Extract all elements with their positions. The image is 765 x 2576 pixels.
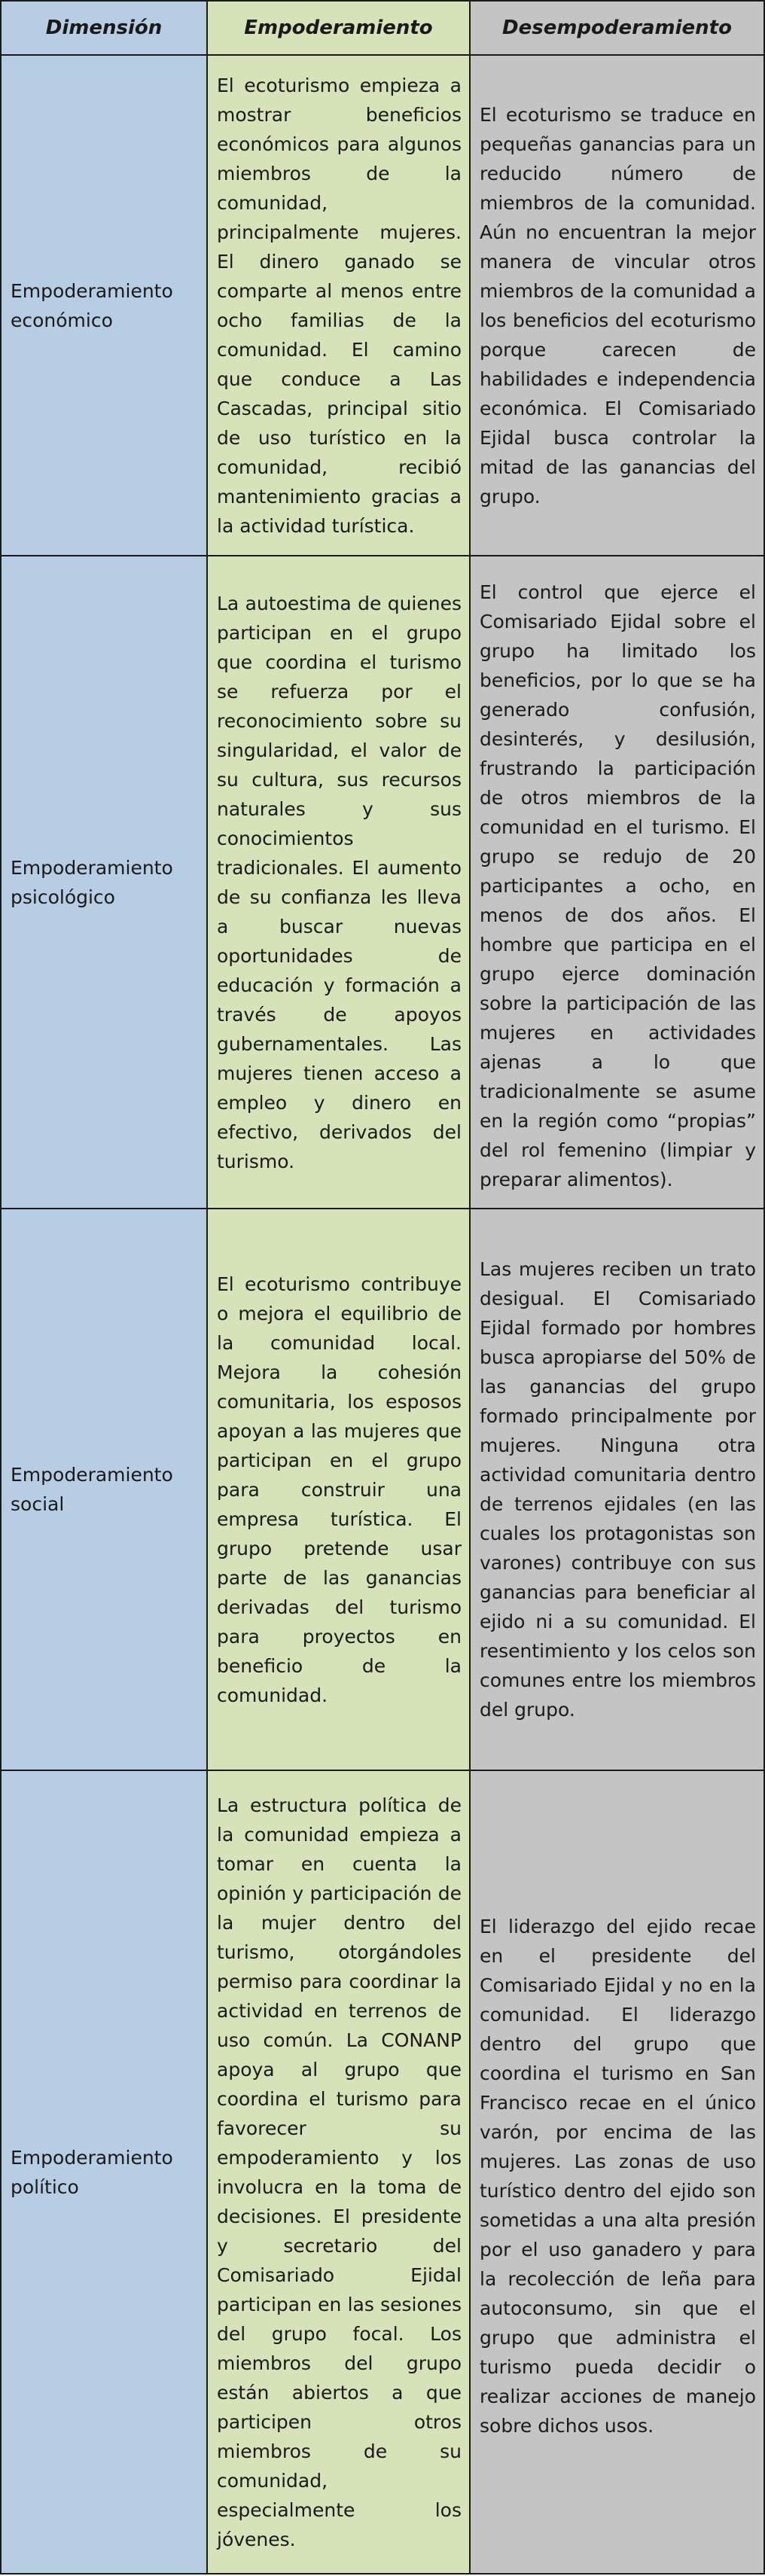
empowerment-cell: El ecoturismo empieza a mostrar beneficios económicos para algunos miembros de la comunidad, principalmente mujeres. El dinero ganado se comparte al menos entre ocho familias de la comunidad. El camino que conduce a Las Cascadas, principal sitio de uso turístico en la comunidad, recibió mantenimiento gracias a la actividad turística. (207, 55, 470, 556)
dimension-cell: Empoderamiento económico (1, 55, 207, 556)
empowerment-cell: El ecoturismo contribuye o mejora el equilibrio de la comunidad local. Mejora la cohesión comunitaria, los esposos apoyan a las mujeres que participan en el grupo para construir una empresa turística. El grupo pretende usar parte de las ganancias derivadas del turismo para proyectos en beneficio de la comunidad. (207, 1209, 470, 1770)
dimension-cell: Empoderamiento psicológico (1, 556, 207, 1209)
table-row (1, 55, 764, 556)
disempowerment-cell: El control que ejerce el Comisariado Ejidal sobre el grupo ha limitado los beneficios, por lo que se ha generado confusión, desinterés, y desilusión, frustrando la participación de otros miembros de la comunidad en el turismo. El grupo se redujo de 20 participantes a ocho, en menos de dos años. El hombre que participa en el grupo ejerce dominación sobre la participación de las mujeres en actividades ajenas a lo que tradicionalmente se asume en la región como “propias” del rol femenino (limpiar y preparar alimentos). (470, 556, 764, 1209)
disempowerment-cell: El ecoturismo se traduce en pequeñas ganancias para un reducido número de miembros de la comunidad. Aún no encuentran la mejor manera de vincular otros miembros de la comunidad a los beneficios del ecoturismo porque carecen de habilidades e independencia económica. El Comisariado Ejidal busca controlar la mitad de las ganancias del grupo. (470, 55, 764, 556)
table-row (1, 1770, 764, 2574)
table-row (1, 1209, 764, 1770)
header-row (1, 1, 764, 55)
table-row (1, 556, 764, 1209)
disempowerment-cell: Las mujeres reciben un trato desigual. El Comisariado Ejidal formado por hombres busca apropiarse del 50% de las ganancias del grupo formado principalmente por mujeres. Ninguna otra actividad comunitaria dentro de terrenos ejidales (en las cuales los protagonistas son varones) contribuye con sus ganancias para beneficiar al ejido ni a su comunidad. El resentimiento y los celos son comunes entre los miembros del grupo. (470, 1209, 764, 1770)
header-disempowerment: Desempoderamiento (470, 1, 764, 55)
disempowerment-cell: El liderazgo del ejido recae en el presidente del Comisariado Ejidal y no en la comunidad. El liderazgo dentro del grupo que coordina el turismo en San Francisco recae en el único varón, por encima de las mujeres. Las zonas de uso turístico dentro del ejido son sometidas a una alta presión por el uso ganadero y para la recolección de leña para autoconsumo, sin que el grupo que administra el turismo pueda decidir o realizar acciones de manejo sobre dichos usos. (470, 1770, 764, 2574)
header-dimension: Dimensión (1, 1, 207, 55)
header-empowerment: Empoderamiento (207, 1, 470, 55)
empowerment-cell: La estructura política de la comunidad empieza a tomar en cuenta la opinión y participación de la mujer dentro del turismo, otorgándoles permiso para coordinar la actividad en terrenos de uso común. La CONANP apoya al grupo que coordina el turismo para favorecer su empoderamiento y los involucra en la toma de decisiones. El presidente y secretario del Comisariado Ejidal participan en las sesiones del grupo focal. Los miembros del grupo están abiertos a que participen otros miembros de su comunidad, especialmente los jóvenes. (207, 1770, 470, 2574)
empowerment-cell: La autoestima de quienes participan en el grupo que coordina el turismo se refuerza por el reconocimiento sobre su singularidad, el valor de su cultura, sus recursos naturales y sus conocimientos tradicionales. El aumento de su confianza les lleva a buscar nuevas oportunidades de educación y formación a través de apoyos gubernamentales. Las mujeres tienen acceso a empleo y dinero en efectivo, derivados del turismo. (207, 556, 470, 1209)
dimension-cell: Empoderamiento social (1, 1209, 207, 1770)
dimension-cell: Empoderamiento político (1, 1770, 207, 2574)
